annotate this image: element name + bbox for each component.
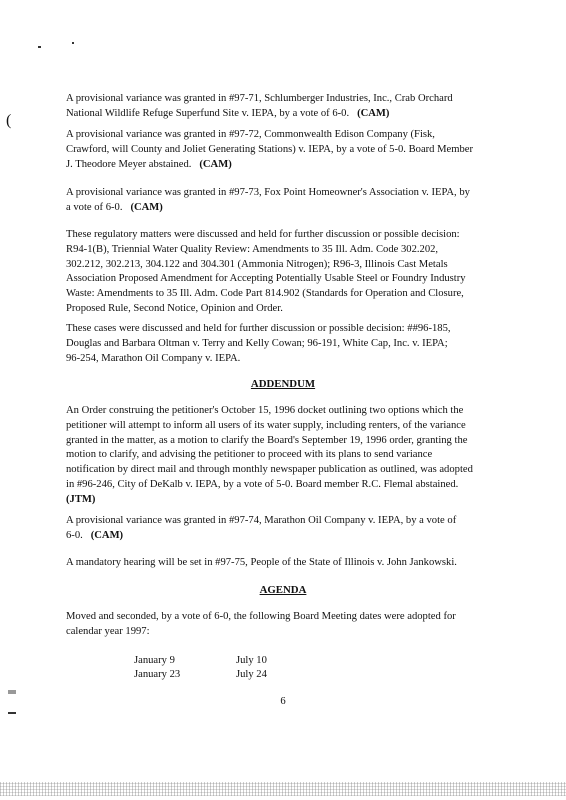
agenda-heading: AGENDA <box>259 584 307 596</box>
text-line: Moved and seconded, by a vote of 6-0, the following Board Meeting dates were adopted for <box>66 611 456 622</box>
meeting-dates-list <box>134 654 267 682</box>
text-line: 6-0. <box>66 529 83 541</box>
text-line: Association Proposed Amendment for Accepting Potentially Usable Steel or Foundry Industry <box>66 273 466 285</box>
paragraph-order-96-246 <box>66 404 506 508</box>
text-line: A provisional variance was granted in #97-74, Marathon Oil Company v. IEPA, by a vote of <box>66 515 457 526</box>
scan-speck <box>8 690 16 694</box>
text-line: These cases were discussed and held for further discussion or possible decision: ##96-185, <box>66 323 451 334</box>
text-line: granted in the matter, as a motion to clarify the Board's September 19, 1996 order, granting the <box>66 434 468 446</box>
text-line: R94-1(B), Triennial Water Quality Review: Amendments to 35 Ill. Adm. Code 302.202, <box>66 243 439 255</box>
initials-tag: (CAM) <box>90 529 124 541</box>
initials-tag: (CAM) <box>199 158 232 170</box>
paragraph-97-72 <box>66 128 506 172</box>
text-line: A provisional variance was granted in #97-71, Schlumberger Industries, Inc., Crab Orchard <box>66 93 453 104</box>
paragraph-regulatory-matters <box>66 228 506 317</box>
text-line: Proposed Rule, Second Notice, Opinion and Order. <box>66 302 283 314</box>
paragraph-97-73 <box>66 186 506 216</box>
text-line: petitioner will attempt to inform all users of its water supply, including renters, of the variance <box>66 419 466 431</box>
text-line: motion to clarify, and advising the petitioner to proceed with its plans to send variance <box>66 449 433 461</box>
scan-speck <box>72 42 74 44</box>
scan-noise-strip <box>0 782 566 796</box>
page-number: 6 <box>280 696 286 707</box>
text-line: A provisional variance was granted in #97-73, Fox Point Homeowner's Association v. IEPA, by <box>66 187 470 198</box>
date-cell: July 10 <box>236 655 267 666</box>
text-line: notification by direct mail and through monthly newspaper publication as outlined, was adopted <box>66 464 473 476</box>
text-line: in #96-246, City of DeKalb v. IEPA, by a vote of 5-0. Board member R.C. Flemal abstained. <box>66 478 459 490</box>
paragraph-agenda <box>66 610 506 640</box>
text-line: A mandatory hearing will be set in #97-75, People of the State of Illinois v. John Jankowski. <box>66 557 457 568</box>
text-line: A provisional variance was granted in #97-72, Commonwealth Edison Company (Fisk, <box>66 129 435 140</box>
text-line: Douglas and Barbara Oltman v. Terry and Kelly Cowan; 96-191, White Cap, Inc. v. IEPA; <box>66 337 448 349</box>
text-line: These regulatory matters were discussed and held for further discussion or possible decision: <box>66 229 460 240</box>
date-cell: January 23 <box>134 669 181 680</box>
scan-speck <box>38 46 41 48</box>
text-line: 96-254, Marathon Oil Company v. IEPA. <box>66 352 241 364</box>
date-cell: January 9 <box>134 655 175 666</box>
paragraph-cases-held <box>66 322 506 366</box>
dates-row <box>134 668 267 682</box>
scan-speck <box>8 712 16 714</box>
text-line: J. Theodore Meyer abstained. <box>66 158 192 170</box>
text-line: Crawford, will County and Joliet Generating Stations) v. IEPA, by a vote of 5-0. Board Member <box>66 143 474 155</box>
text-line: An Order construing the petitioner's October 15, 1996 docket outlining two options which the <box>66 405 464 416</box>
date-cell: July 24 <box>236 669 267 680</box>
paragraph-97-75 <box>66 556 506 571</box>
text-line: calendar year 1997: <box>66 625 150 637</box>
initials-tag: (JTM) <box>66 493 96 505</box>
text-line: Waste: Amendments to 35 Ill. Adm. Code Part 814.902 (Standards for Operation and Closure, <box>66 288 464 300</box>
dates-row <box>134 654 267 668</box>
margin-mark: ( <box>6 112 12 129</box>
initials-tag: (CAM) <box>130 201 163 213</box>
text-line: 302.212, 302.213, 304.122 and 304.301 (Ammonia Nitrogen); R96-3, Illinois Cast Metals <box>66 258 448 270</box>
text-line: National Wildlife Refuge Superfund Site v. IEPA, by a vote of 6-0. <box>66 107 350 119</box>
initials-tag: (CAM) <box>357 107 390 119</box>
paragraph-97-74 <box>66 514 506 544</box>
addendum-heading: ADDENDUM <box>250 378 316 390</box>
paragraph-97-71 <box>66 92 506 122</box>
text-line: a vote of 6-0. <box>66 201 123 213</box>
